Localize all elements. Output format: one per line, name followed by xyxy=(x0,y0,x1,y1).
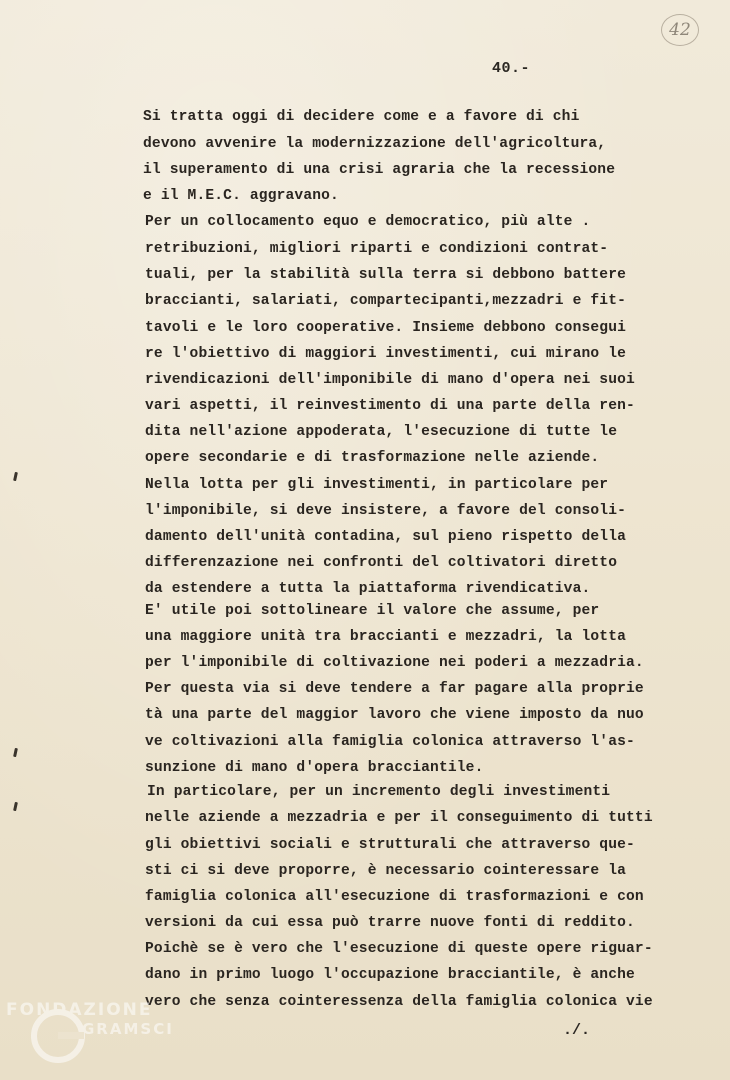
text-line: differenzazione nei confronti del coltivatori diretto xyxy=(145,555,618,571)
text-line: In particolare, per un incremento degli investimenti xyxy=(147,784,611,800)
text-line: nelle aziende a mezzadria e per il conseguimento di tutti xyxy=(145,810,653,826)
text-line: braccianti, salariati, compartecipanti,mezzadri e fit- xyxy=(145,293,627,309)
text-line: da estendere a tutta la piattaforma rivendicativa. xyxy=(145,581,591,597)
text-line: re l'obiettivo di maggiori investimenti, cui mirano le xyxy=(145,346,627,362)
text-line: tà una parte del maggior lavoro che viene imposto da nuo xyxy=(145,707,644,723)
text-line: devono avvenire la modernizzazione dell'agricoltura, xyxy=(143,136,607,152)
text-line: dita nell'azione appoderata, l'esecuzione di tutte le xyxy=(145,424,618,440)
text-line: opere secondarie e di trasformazione nelle aziende. xyxy=(145,450,600,466)
text-line: vari aspetti, il reinvestimento di una parte della ren- xyxy=(145,398,635,414)
text-line: il superamento di una crisi agraria che la recessione xyxy=(143,162,616,178)
text-line: Per un collocamento equo e democratico, più alte . xyxy=(145,214,591,230)
text-line: e il M.E.C. aggravano. xyxy=(143,188,339,204)
text-line: sti ci si deve proporre, è necessario cointeressare la xyxy=(145,863,627,879)
continued-mark: ./. xyxy=(563,1022,591,1039)
text-line: sunzione di mano d'opera bracciantile. xyxy=(145,760,484,776)
text-line: vero che senza cointeressenza della famiglia colonica vie xyxy=(145,994,653,1010)
text-line: ve coltivazioni alla famiglia colonica attraverso l'as- xyxy=(145,734,635,750)
text-line: per l'imponibile di coltivazione nei poderi a mezzadria. xyxy=(145,655,644,671)
text-line: l'imponibile, si deve insistere, a favore del consoli- xyxy=(145,503,627,519)
text-line: famiglia colonica all'esecuzione di trasformazioni e con xyxy=(145,889,644,905)
text-line: retribuzioni, migliori riparti e condizioni contrat- xyxy=(145,241,609,257)
archive-watermark xyxy=(6,1000,196,1070)
text-line: damento dell'unità contadina, sul pieno rispetto della xyxy=(145,529,627,545)
text-line: Per questa via si deve tendere a far pagare alla proprie xyxy=(145,681,644,697)
watermark-line-2: GRAMSCI xyxy=(82,1020,174,1038)
text-line: Si tratta oggi di decidere come e a favore di chi xyxy=(143,109,580,125)
archive-page-number: 42 xyxy=(661,14,699,46)
text-line: Poichè se è vero che l'esecuzione di queste opere riguar- xyxy=(145,941,653,957)
text-line: gli obiettivi sociali e strutturali che attraverso que- xyxy=(145,837,635,853)
page-number: 40.- xyxy=(492,60,531,77)
text-line: dano in primo luogo l'occupazione bracciantile, è anche xyxy=(145,967,635,983)
text-line: una maggiore unità tra braccianti e mezzadri, la lotta xyxy=(145,629,627,645)
watermark-line-1: FONDAZIONE xyxy=(6,1000,153,1020)
text-line: rivendicazioni dell'imponibile di mano d'opera nei suoi xyxy=(145,372,635,388)
text-line: tuali, per la stabilità sulla terra si debbono battere xyxy=(145,267,627,283)
text-line: tavoli e le loro cooperative. Insieme debbono consegui xyxy=(145,320,627,336)
text-line: Nella lotta per gli investimenti, in particolare per xyxy=(145,477,609,493)
text-line: versioni da cui essa può trarre nuove fonti di reddito. xyxy=(145,915,635,931)
text-line: E' utile poi sottolineare il valore che assume, per xyxy=(145,603,600,619)
